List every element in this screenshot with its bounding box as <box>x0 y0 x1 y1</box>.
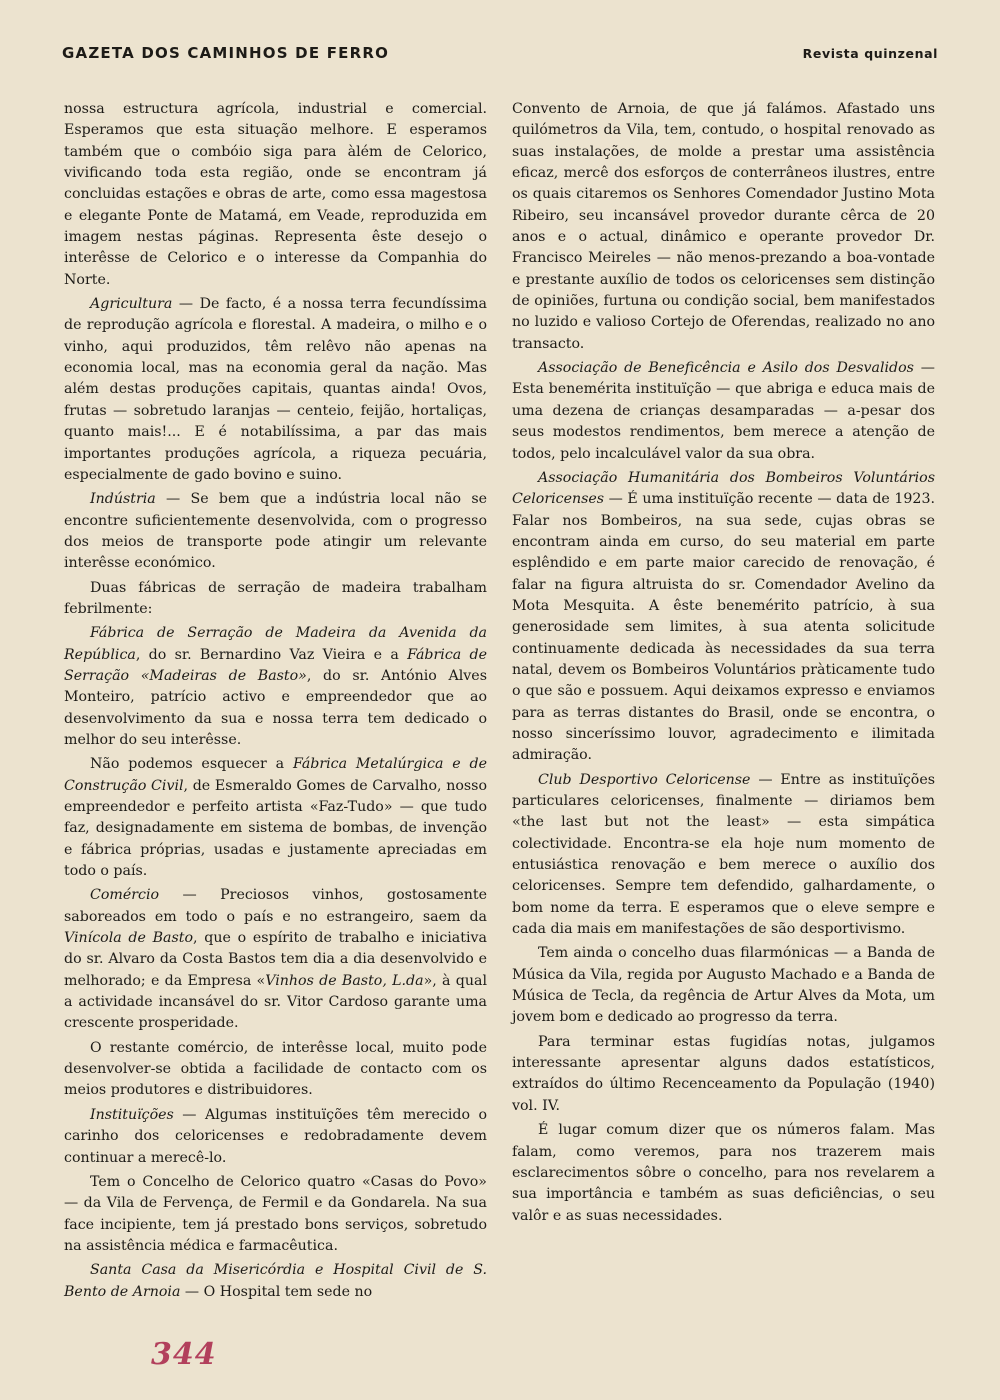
paragraph-industria: Indústria — Se bem que a indústria local não se encontre suficientemente desenvolvida, com o progresso dos meios de transporte pode atingir um relevante interêsse económico. <box>64 491 487 572</box>
paragraph: Fábrica de Serração de Madeira da Avenida da República, do sr. Bernardino Vaz Vieira e a Fábrica de Serração «Madeiras de Basto», do sr. António Alves Monteiro, patrício activo e empreendedor que ao desenvolvimento da sua e nossa terra tem dedicado o melhor do seu interêsse. <box>64 625 487 748</box>
paragraph: nossa estructura agrícola, industrial e comercial. Esperamos que esta situação melhore. E esperamos também que o combóio siga para àlém de Celorico, vivificando toda esta região, onde se encontram já concluidas estações e obras de arte, como essa magestosa e elegante Ponte de Matamá, em Veade, reproduzida em imagem nestas páginas. Representa êste desejo o interêsse de Celorico e o interesse da Companhia do Norte. <box>64 101 487 288</box>
section-heading: Indústria <box>90 491 156 508</box>
paragraph: Tem ainda o concelho duas filarmónicas — a Banda de Música da Vila, regida por Augusto Machado e a Banda de Música de Tecla, da regência de Artur Alves da Mota, um jovem bom e dedicado ao progresso da terra. <box>512 945 935 1026</box>
paragraph: Não podemos esquecer a Fábrica Metalúrgica e de Construção Civil, de Esmeraldo Gomes de Carvalho, nosso empreendedor e perfeito artista «Faz-Tudo» — que tudo faz, designadamente em sistema de bombas, de invenção e fábrica próprias, usadas e justamente apreciadas em todo o país. <box>64 756 488 880</box>
paragraph-bombeiros: Associação Humanitária dos Bombeiros Voluntários Celoricenses — É uma instituïção recente — data de 1923. Falar nos Bombeiros, na sua sede, cujas obras se encontram ainda em curso, do seu material em parte esplêndido e em parte maior carecido de renovação, é falar na figura altruista do sr. Comendador Avelino da Mota Mesquita. A êste benemérito patrício, à sua generosidade sem limites, à sua atenta solicitude continuamente dedicada às necessidades da sua terra natal, devem os Bombeiros Voluntários pràticamente tudo o que são e possuem. Aqui deixamos expresso e enviamos para as terras distantes do Brasil, onde se encontra, o nosso sinceríssimo louvor, agradecimento e ilimitada admiração. <box>512 469 935 764</box>
paragraph: Convento de Arnoia, de que já falámos. Afastado uns quilómetros da Vila, tem, contudo, o hospital renovado as suas instalações, de molde a prestar uma assistência eficaz, mercê dos esforços de conterrâneos ilustres, entre os quais citaremos os Senhores Comendador Justino Mota Ribeiro, seu incansável provedor durante cêrca de 20 anos e o actual, dinâmico e operante provedor Dr. Francisco Meireles — não menos-prezando a boa-vontade e prestante auxílio de todos os celoricenses sem distinção de opiniões, furtuna ou condição social, bem manifestados no luzido e valioso Cortejo de Oferendas, realizado no ano transacto. <box>512 101 935 352</box>
paragraph: Tem o Concelho de Celorico quatro «Casas do Povo» — da Vila de Fervença, de Fermil e da Gondarela. Na sua face incipiente, tem já prestado bons serviços, sobretudo na assistência médica e farmacêutica. <box>64 1173 487 1254</box>
paragraph-comercio: Comércio — Preciosos vinhos, gostosamente saboreados em todo o país e no estrangeiro, saem da Vinícola de Basto, que o espírito de trabalho e iniciativa do sr. Alvaro da Costa Bastos tem dia a dia desenvolvido e melhorado; e da Empresa «Vinhos de Basto, L.da», à qual a actividade incansável do sr. Vitor Cardoso garante uma crescente prosperidade. <box>64 887 487 1032</box>
paragraph-agricultura: Agricultura — De facto, é a nossa terra fecundíssima de reprodução agrícola e florestal. A madeira, o milho e o vinho, aqui produzidos, têm relêvo não apenas na economia local, mas na economia geral da nação. Mas além destas produções capitais, quantas ainda! Ovos, frutas — sobretudo laranjas — centeio, feijão, hortaliças, quanto mais!... E é notabilíssima, a par das mais importantes produções agrícola, a riqueza pecuária, especialmente de gado bovino e suino. <box>64 296 487 483</box>
section-heading: Agricultura <box>90 296 173 313</box>
section-heading: Comércio <box>90 887 160 904</box>
paragraph: É lugar comum dizer que os números falam. Mas falam, como veremos, para nos trazerem mais esclarecimentos sôbre o concelho, para nos revelarem a sua importância e também as suas deficiências, o seu valôr e as suas necessidades. <box>512 1122 935 1224</box>
page-number: 344 <box>151 1337 217 1372</box>
right-column <box>512 99 935 1230</box>
left-column <box>64 99 487 1306</box>
publication-frequency: Revista quinzenal <box>802 46 938 61</box>
running-header <box>62 44 938 62</box>
paragraph-instituicoes: Instituïções — Algumas instituïções têm merecido o carinho dos celoricenses e redobradamente devem continuar a merecê-lo. <box>64 1106 487 1166</box>
section-heading: Santa Casa da Misericórdia e Hospital Civil de S. Bento de Arnoia <box>64 1262 487 1300</box>
paragraph-club: Club Desportivo Celoricense — Entre as instituïções particulares celoricenses, finalmente — diriamos bem «the last but not the least» — esta simpática colectividade. Encontra-se ela hoje num momento de entusiástica renovação e bem merece o auxílio dos celoricenses. Sempre tem defendido, galhardamente, o bom nome da terra. E esperamos que o eleve sempre e cada dia mais em manifestações de são desportivismo. <box>512 771 935 938</box>
section-heading: Instituïções <box>90 1106 174 1123</box>
section-heading: Associação Humanitária dos Bombeiros Voluntários Celoricenses <box>512 469 935 508</box>
paragraph-santa-casa: Santa Casa da Misericórdia e Hospital Civil de S. Bento de Arnoia — O Hospital tem sede no <box>64 1262 487 1300</box>
paragraph: O restante comércio, de interêsse local, muito pode desenvolver-se obtida a facilidade de contacto com os meios produtores e distribuidores. <box>64 1039 487 1099</box>
section-heading: Associação de Beneficência e Asilo dos Desvalidos <box>538 360 914 377</box>
publication-title: GAZETA DOS CAMINHOS DE FERRO <box>62 44 390 62</box>
paragraph-asilo: Associação de Beneficência e Asilo dos Desvalidos — Esta benemérita instituïção — que abriga e educa mais de uma dezena de crianças desamparadas — a-pesar dos seus modestos rendimentos, bem merece a atenção de todos, pelo incalculável valor da sua obra. <box>512 360 935 462</box>
paragraph: Para terminar estas fugidías notas, julgamos interessante apresentar alguns dados estatísticos, extraídos do último Recenceamento da População (1940) vol. IV. <box>512 1033 935 1114</box>
paragraph: Duas fábricas de serração de madeira trabalham febrilmente: <box>64 579 487 617</box>
section-heading: Club Desportivo Celoricense <box>538 771 751 788</box>
